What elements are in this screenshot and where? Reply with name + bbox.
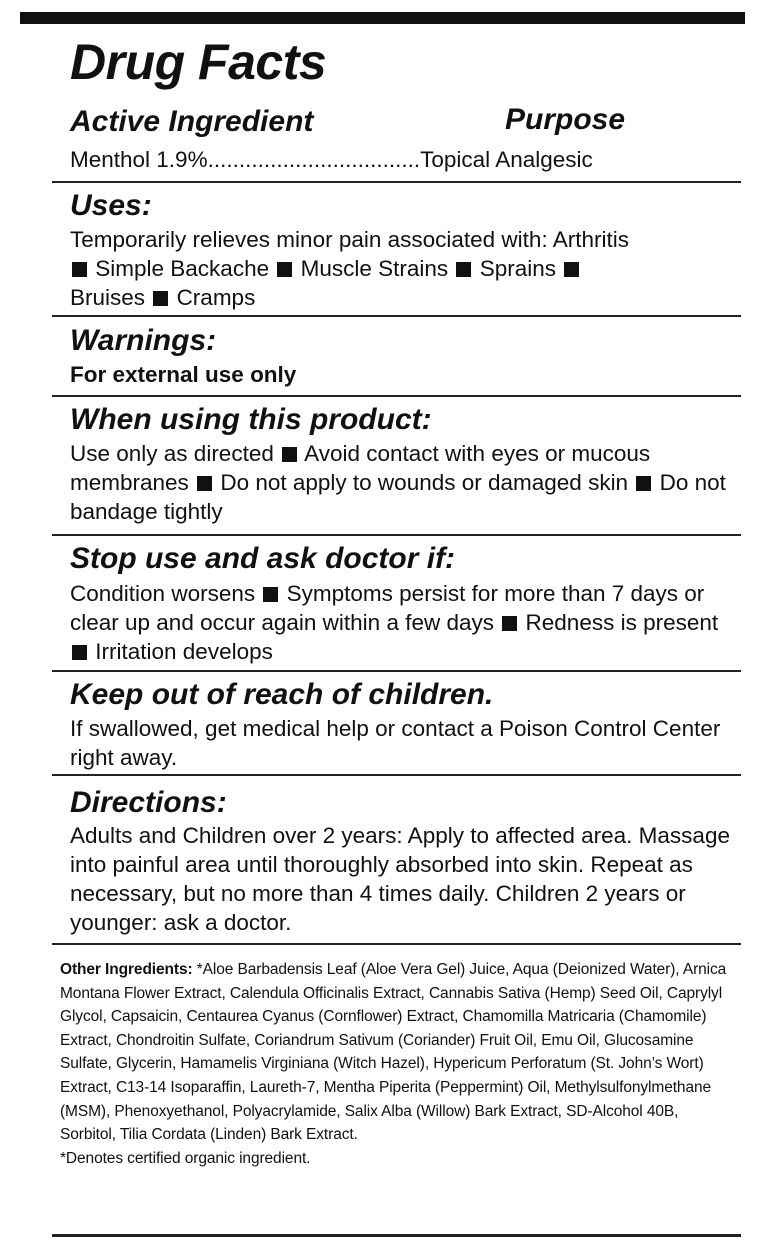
warnings-text: For external use only	[70, 362, 297, 387]
stop-use-item: Irritation develops	[95, 639, 273, 664]
leader-dots: ..................................	[207, 147, 421, 172]
other-ingredients	[60, 958, 730, 1170]
keep-out-heading: Keep out of reach of children.	[70, 678, 494, 711]
other-ingredients-label: Other Ingredients:	[60, 961, 193, 978]
bullet-square	[636, 476, 651, 491]
when-using-text	[70, 439, 740, 526]
bullet-square	[282, 447, 297, 462]
top-border-bar	[20, 12, 745, 24]
divider	[52, 670, 741, 672]
bullet-square	[456, 262, 471, 277]
stop-use-heading: Stop use and ask doctor if:	[70, 542, 456, 575]
when-using-item: Do not apply to wounds or damaged skin	[220, 470, 629, 495]
bottom-rule	[52, 1234, 741, 1237]
page-title: Drug Facts	[70, 34, 327, 90]
uses-item: Sprains	[479, 256, 557, 281]
divider	[52, 774, 741, 776]
when-using-item: Use only as directed	[70, 441, 274, 466]
bullet-square	[263, 587, 278, 602]
ingredient-purpose: Topical Analgesic	[420, 147, 593, 172]
stop-use-item: Symptoms persist for more than 7 days or clear up and occur again within a few days	[70, 581, 705, 635]
uses-item: Muscle Strains	[300, 256, 449, 281]
uses-text	[70, 225, 740, 312]
uses-item: Bruises	[70, 285, 146, 310]
uses-item: Cramps	[176, 285, 256, 310]
other-ingredients-list: *Aloe Barbadensis Leaf (Aloe Vera Gel) Juice, Aqua (Deionized Water), Arnica Montana Flower Extract, Calendula Officinalis Extract, Cannabis Sativa (Hemp) Seed Oil, Caprylyl Glycol, Capsaicin, Centaurea Cyanus (Cornflower) Extract, Chamomilla Matricaria (Chamomile) Extract, Chondroitin Sulfate, Coriandrum Sativum (Coriander) Fruit Oil, Emu Oil, Glucosamine Sulfate, Glycerin, Hamamelis Virginiana (Witch Hazel), Hypericum Perforatum (St. John’s Wort) Extract, C13-14 Isoparaffin, Laureth-7, Mentha Piperita (Peppermint) Oil, Methylsulfonylmethane (MSM), Phenoxyethanol, Polyacrylamide, Salix Alba (Willow) Bark Extract, SD-Alcohol 40B, Sorbitol, Tilia Cordata (Linden) Bark Extract.	[60, 961, 727, 1144]
bullet-square	[564, 262, 579, 277]
ingredient-name: Menthol 1.9%	[70, 147, 208, 172]
active-ingredient-row	[70, 145, 740, 174]
stop-use-item: Condition worsens	[70, 581, 256, 606]
stop-use-text	[70, 579, 740, 666]
directions-text: Adults and Children over 2 years: Apply to affected area. Massage into painful area until thoroughly absorbed into skin. Repeat as necessary, but no more than 4 times daily. Children 2 years or younger: ask a doctor.	[70, 823, 730, 935]
organic-note: *Denotes certified organic ingredient.	[60, 1149, 311, 1167]
when-using-heading: When using this product:	[70, 403, 432, 436]
when-using-item: Avoid contact with eyes or mucous membranes	[70, 441, 651, 495]
purpose-heading: Purpose	[505, 103, 626, 136]
uses-heading: Uses:	[70, 189, 152, 222]
when-using-item: Do not bandage tightly	[70, 470, 726, 524]
bullet-square	[72, 645, 87, 660]
bullet-square	[153, 291, 168, 306]
divider	[52, 943, 741, 945]
divider	[52, 534, 741, 536]
bullet-square	[277, 262, 292, 277]
directions-heading: Directions:	[70, 786, 227, 819]
bullet-square	[72, 262, 87, 277]
bullet-square	[197, 476, 212, 491]
bullet-square	[502, 616, 517, 631]
stop-use-item: Redness is present	[525, 610, 719, 635]
uses-intro: Temporarily relieves minor pain associated with: Arthritis	[70, 227, 629, 252]
divider	[52, 395, 741, 397]
active-ingredient-heading: Active Ingredient	[70, 105, 314, 138]
keep-out-text: If swallowed, get medical help or contact a Poison Control Center right away.	[70, 716, 721, 770]
uses-item: Simple Backache	[95, 256, 270, 281]
warnings-heading: Warnings:	[70, 324, 217, 357]
divider	[52, 181, 741, 183]
divider	[52, 315, 741, 317]
